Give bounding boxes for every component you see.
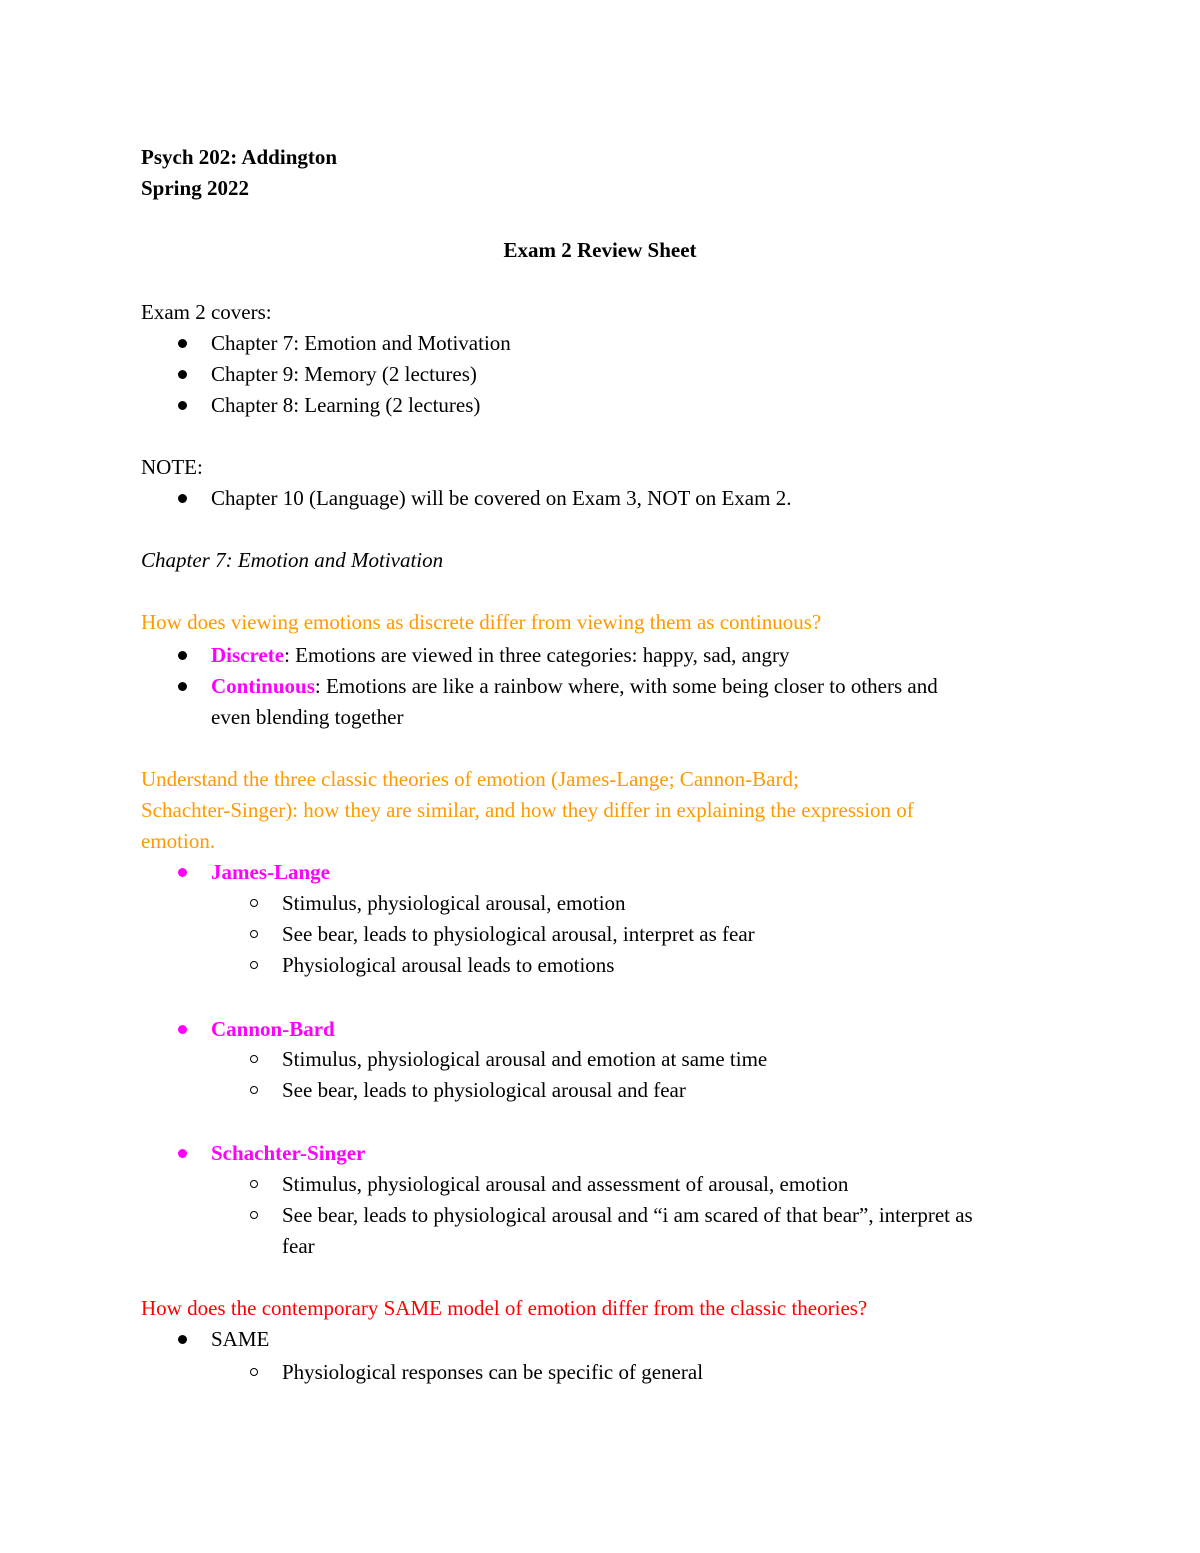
theory-name: Cannon-Bard (211, 1017, 335, 1041)
course-title: Psych 202: Addington (141, 145, 338, 169)
bullet-icon (178, 651, 187, 660)
bullet-icon (178, 494, 187, 503)
definition-discrete: : Emotions are viewed in three categories: happy, sad, angry (284, 643, 790, 667)
sub-bullet-icon (250, 1180, 258, 1188)
bullet-icon (178, 370, 187, 379)
definition-continuous: : Emotions are like a rainbow where, with some being closer to others and (314, 674, 938, 698)
bullet-icon (178, 339, 187, 348)
bullet-icon (178, 868, 187, 877)
sub-bullet-icon (250, 1211, 258, 1219)
sub-bullet-icon (250, 930, 258, 938)
question-same-model: How does the contemporary SAME model of emotion differ from the classic theories? (141, 1296, 868, 1320)
sub-list-item: See bear, leads to physiological arousal and “i am scared of that bear”, interpret as (282, 1203, 973, 1227)
sub-list-item: Stimulus, physiological arousal and assessment of arousal, emotion (282, 1172, 849, 1196)
bullet-icon (178, 1149, 187, 1158)
question-theories-line: Schachter-Singer): how they are similar, and how they differ in explaining the expression of (141, 798, 914, 822)
sub-list-item: Physiological arousal leads to emotions (282, 953, 615, 977)
question-discrete-continuous: How does viewing emotions as discrete differ from viewing them as continuous? (141, 610, 822, 634)
sub-list-item: Stimulus, physiological arousal, emotion (282, 891, 626, 915)
list-item: Chapter 9: Memory (2 lectures) (211, 362, 477, 386)
question-theories-line: emotion. (141, 829, 216, 853)
term-discrete: Discrete (211, 643, 285, 667)
list-item-discrete (211, 645, 789, 666)
sub-list-item: See bear, leads to physiological arousal, interpret as fear (282, 922, 755, 946)
sub-list-item-cont: fear (282, 1234, 315, 1258)
section-heading: Chapter 7: Emotion and Motivation (141, 548, 444, 572)
bullet-icon (178, 1335, 187, 1344)
theory-name: James-Lange (211, 860, 330, 884)
theory-name: Schachter-Singer (211, 1141, 366, 1165)
note-label: NOTE: (141, 455, 203, 479)
sub-list-item: See bear, leads to physiological arousal and fear (282, 1078, 686, 1102)
sub-bullet-icon (250, 1368, 258, 1376)
bullet-icon (178, 1025, 187, 1034)
term-continuous: Continuous (211, 674, 315, 698)
page-title: Exam 2 Review Sheet (503, 238, 697, 262)
covers-label: Exam 2 covers: (141, 300, 272, 324)
question-theories-line: Understand the three classic theories of emotion (James-Lange; Cannon-Bard; (141, 767, 799, 791)
list-item: Chapter 7: Emotion and Motivation (211, 331, 511, 355)
list-item-continuous (211, 676, 938, 697)
sub-list-item: Stimulus, physiological arousal and emotion at same time (282, 1047, 768, 1071)
definition-continuous-cont: even blending together (211, 705, 404, 729)
bullet-icon (178, 682, 187, 691)
list-item: Chapter 8: Learning (2 lectures) (211, 393, 481, 417)
sub-bullet-icon (250, 961, 258, 969)
bullet-icon (178, 401, 187, 410)
term: Spring 2022 (141, 176, 249, 200)
sub-bullet-icon (250, 1086, 258, 1094)
sub-bullet-icon (250, 899, 258, 907)
sub-list-item: Physiological responses can be specific of general (282, 1360, 704, 1384)
list-item-same: SAME (211, 1327, 270, 1351)
list-item: Chapter 10 (Language) will be covered on Exam 3, NOT on Exam 2. (211, 486, 792, 510)
sub-bullet-icon (250, 1055, 258, 1063)
